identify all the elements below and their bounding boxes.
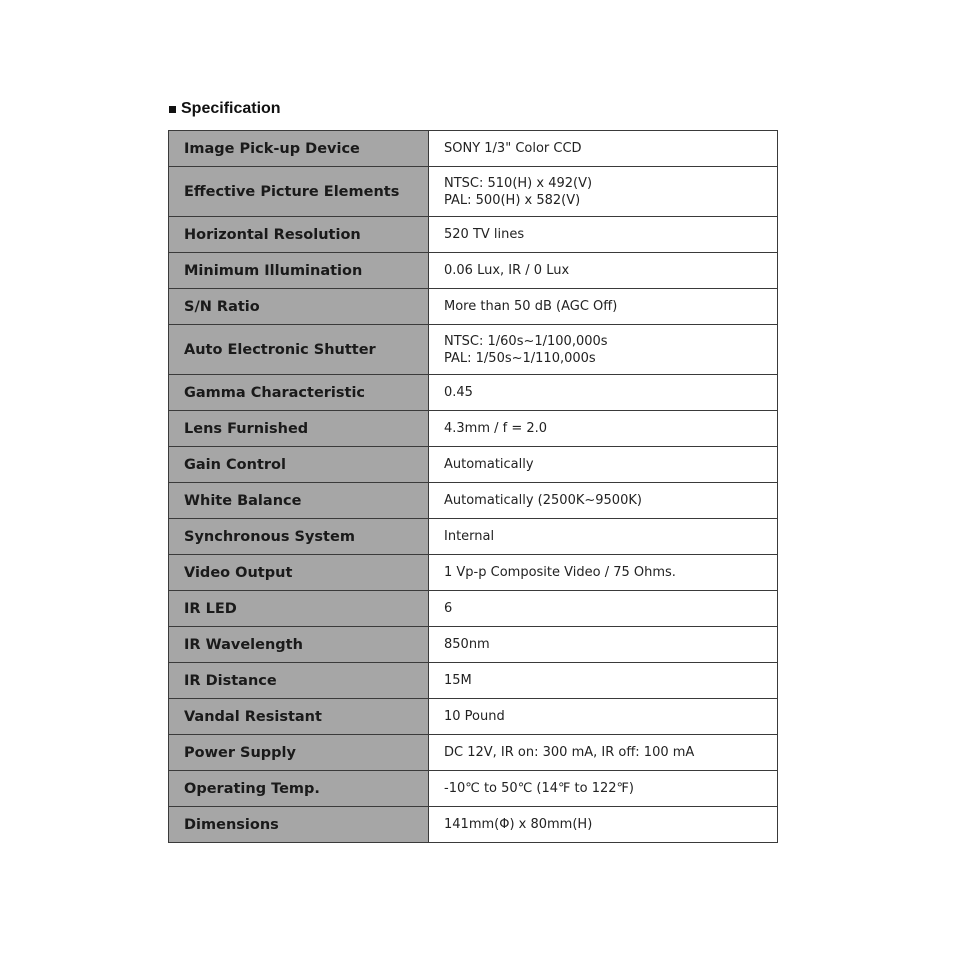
spec-value [429,483,778,519]
spec-label: White Balance [169,483,429,519]
spec-value-line: Automatically [444,457,534,472]
spec-label: Horizontal Resolution [169,217,429,253]
spec-row [169,555,778,591]
spec-value [429,289,778,325]
heading-text: Specification [181,100,281,117]
spec-value-line: 1 Vp-p Composite Video / 75 Ohms. [444,565,676,580]
section-heading [169,98,281,120]
spec-value-line: DC 12V, IR on: 300 mA, IR off: 100 mA [444,745,695,760]
spec-value [429,167,778,217]
spec-value [429,447,778,483]
spec-row [169,217,778,253]
spec-value [429,253,778,289]
spec-value [429,735,778,771]
spec-row [169,699,778,735]
spec-row [169,735,778,771]
spec-label: Minimum Illumination [169,253,429,289]
spec-value [429,375,778,411]
spec-label: Image Pick-up Device [169,131,429,167]
spec-value-line: NTSC: 1/60s~1/100,000s [444,333,608,349]
spec-label: Gamma Characteristic [169,375,429,411]
spec-value-line: -10℃ to 50℃ (14℉ to 122℉) [444,781,634,796]
spec-label: Power Supply [169,735,429,771]
spec-value-line: Automatically (2500K~9500K) [444,493,642,508]
spec-value [429,131,778,167]
spec-label: Operating Temp. [169,771,429,807]
spec-value-line: 15M [444,673,472,688]
spec-value-line: 0.45 [444,385,473,400]
spec-value-line: 520 TV lines [444,227,525,242]
spec-value-line: PAL: 1/50s~1/110,000s [444,350,596,366]
spec-value-line: 850nm [444,637,490,652]
spec-value-line: 141mm(Φ) x 80mm(H) [444,817,593,832]
spec-row [169,253,778,289]
spec-value [429,217,778,253]
spec-value [429,555,778,591]
spec-label: Dimensions [169,807,429,843]
spec-row [169,447,778,483]
spec-value [429,519,778,555]
spec-value [429,699,778,735]
spec-value-line: Internal [444,529,495,544]
spec-row [169,627,778,663]
spec-row [169,375,778,411]
spec-value [429,663,778,699]
spec-row [169,411,778,447]
spec-value-line: SONY 1/3" Color CCD [444,141,582,156]
spec-value-line: More than 50 dB (AGC Off) [444,299,618,314]
spec-value [429,411,778,447]
spec-row [169,807,778,843]
spec-label: IR Wavelength [169,627,429,663]
spec-value-line: PAL: 500(H) x 582(V) [444,192,581,208]
spec-row [169,519,778,555]
spec-label: IR Distance [169,663,429,699]
spec-label: Effective Picture Elements [169,167,429,217]
spec-value [429,807,778,843]
specification-table [168,130,778,843]
spec-row [169,591,778,627]
spec-value [429,771,778,807]
spec-label: Gain Control [169,447,429,483]
spec-label: Synchronous System [169,519,429,555]
spec-label: Vandal Resistant [169,699,429,735]
spec-value [429,627,778,663]
spec-row [169,771,778,807]
spec-row [169,289,778,325]
spec-label: Lens Furnished [169,411,429,447]
spec-row [169,663,778,699]
spec-value-line: 4.3mm / f = 2.0 [444,421,548,436]
spec-label: Auto Electronic Shutter [169,325,429,375]
spec-value-line: NTSC: 510(H) x 492(V) [444,175,593,191]
spec-label: S/N Ratio [169,289,429,325]
spec-value [429,325,778,375]
square-bullet-icon [169,106,176,113]
specification-table-body [169,131,778,843]
spec-label: IR LED [169,591,429,627]
spec-row [169,483,778,519]
spec-row [169,131,778,167]
spec-value-line: 0.06 Lux, IR / 0 Lux [444,263,570,278]
spec-row [169,167,778,217]
spec-row [169,325,778,375]
spec-label: Video Output [169,555,429,591]
spec-value-line: 10 Pound [444,709,505,724]
spec-value [429,591,778,627]
spec-value-line: 6 [444,601,453,616]
